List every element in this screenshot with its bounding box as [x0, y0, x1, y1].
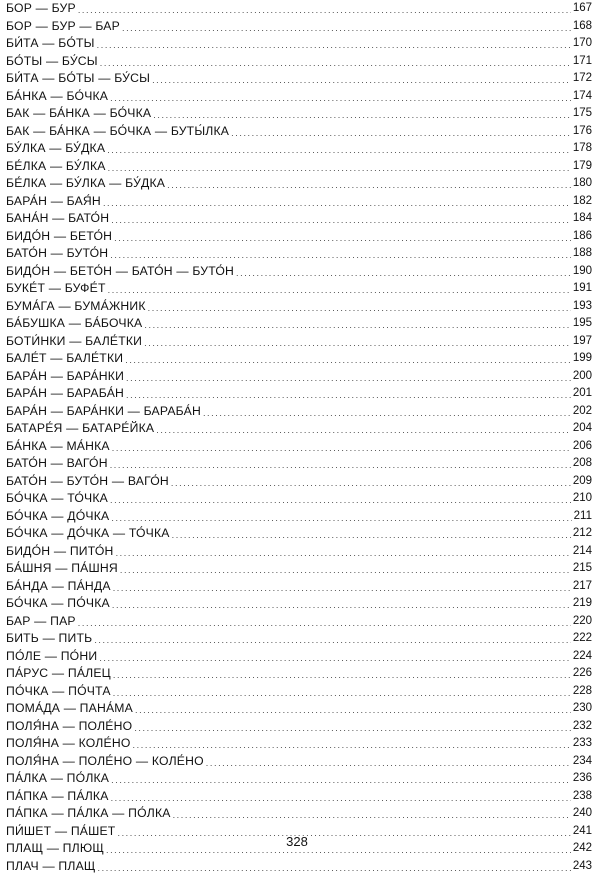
toc-entry-title: БАР — ПАР — [6, 613, 78, 631]
dot-leader — [111, 770, 571, 788]
toc-entry-page: 214 — [571, 543, 592, 561]
toc-entry — [6, 595, 592, 613]
dot-leader — [172, 525, 571, 543]
toc-entry — [6, 473, 592, 491]
toc-entry-title: ПОЛЯ́НА — КОЛЕ́НО — [6, 735, 133, 753]
dot-leader — [110, 88, 571, 106]
toc-entry-title: БОР — БУР — БАР — [6, 18, 122, 36]
toc-entry-page: 232 — [571, 718, 592, 736]
toc-entry-page: 234 — [571, 753, 592, 771]
toc-entry — [6, 350, 592, 368]
toc-entry — [6, 403, 592, 421]
toc-entry-page: 178 — [571, 140, 592, 158]
toc-entry — [6, 683, 592, 701]
toc-entry-page: 212 — [571, 525, 592, 543]
toc-entry — [6, 560, 592, 578]
dot-leader — [111, 508, 571, 526]
toc-entry-title: ПОМА́ДА — ПАНА́МА — [6, 700, 135, 718]
toc-entry — [6, 648, 592, 666]
toc-entry — [6, 105, 592, 123]
dot-leader — [171, 473, 571, 491]
toc-entry — [6, 455, 592, 473]
toc-entry-page: 180 — [571, 175, 592, 193]
toc-entry-page: 193 — [571, 298, 592, 316]
toc-entry-page: 172 — [571, 70, 592, 88]
dot-leader — [110, 490, 571, 508]
dot-leader — [111, 210, 571, 228]
toc-entry-title: БАРА́Н — БАРА́НКИ — [6, 368, 126, 386]
toc-entry — [6, 0, 592, 18]
toc-entry-page: 228 — [571, 683, 592, 701]
dot-leader — [135, 700, 571, 718]
toc-entry-title: ПА́РУС — ПА́ЛЕЦ — [6, 665, 113, 683]
dot-leader — [110, 245, 571, 263]
dot-leader — [206, 753, 571, 771]
dot-leader — [148, 298, 571, 316]
dot-leader — [100, 53, 571, 71]
dot-leader — [78, 613, 571, 631]
toc-entry — [6, 245, 592, 263]
toc-entry-title: БАРА́Н — БАРАБА́Н — [6, 385, 126, 403]
toc-entry — [6, 280, 592, 298]
toc-entry-title: БЕ́ЛКА — БУ́ЛКА — [6, 158, 108, 176]
toc-entry-page: 175 — [571, 105, 592, 123]
toc-entry — [6, 858, 592, 875]
toc-entry — [6, 630, 592, 648]
toc-entry — [6, 368, 592, 386]
toc-entry — [6, 420, 592, 438]
toc-entry-page: 204 — [571, 420, 592, 438]
toc-entry — [6, 508, 592, 526]
toc-entry — [6, 228, 592, 246]
page-number: 328 — [0, 834, 594, 849]
toc-entry-title: БО́ЧКА — ДО́ЧКА — [6, 508, 111, 526]
toc-entry-page: 179 — [571, 158, 592, 176]
toc-entry-page: 233 — [571, 735, 592, 753]
toc-entry-title: ПОЛЯ́НА — ПОЛЕ́НО — КОЛЕ́НО — [6, 753, 206, 771]
dot-leader — [108, 280, 571, 298]
toc-entry-page: 176 — [571, 123, 592, 141]
dot-leader — [112, 595, 571, 613]
toc-entry-page: 238 — [571, 788, 592, 806]
dot-leader — [122, 18, 571, 36]
dot-leader — [107, 140, 571, 158]
toc-entry-title: БАТО́Н — ВАГО́Н — [6, 455, 110, 473]
toc-entry-title: БА́НКА — МА́НКА — [6, 438, 112, 456]
toc-entry-title: БИТЬ — ПИТЬ — [6, 630, 94, 648]
toc-entry-page: 200 — [571, 368, 592, 386]
toc-entry-page: 209 — [571, 473, 592, 491]
toc-entry — [6, 298, 592, 316]
toc-entry — [6, 805, 592, 823]
toc-entry-title: БУКЕ́Т — БУФЕ́Т — [6, 280, 108, 298]
toc-entry-title: БАРА́Н — БАЯ́Н — [6, 193, 103, 211]
toc-entry — [6, 613, 592, 631]
toc-entry-page: 188 — [571, 245, 592, 263]
dot-leader — [156, 420, 571, 438]
toc-entry-title: БА́ШНЯ — ПА́ШНЯ — [6, 560, 120, 578]
dot-leader — [98, 858, 571, 875]
table-of-contents — [6, 0, 592, 875]
toc-entry-page: 242 — [571, 840, 592, 858]
toc-entry-title: БИ́ТА — БО́ТЫ — БУ́СЫ — [6, 70, 152, 88]
dot-leader — [153, 105, 571, 123]
toc-entry — [6, 315, 592, 333]
toc-entry-page: 220 — [571, 613, 592, 631]
toc-entry-page: 199 — [571, 350, 592, 368]
toc-entry — [6, 438, 592, 456]
toc-entry-title: БА́НКА — БО́ЧКА — [6, 88, 110, 106]
toc-entry — [6, 193, 592, 211]
toc-entry-page: 195 — [571, 315, 592, 333]
toc-entry — [6, 210, 592, 228]
toc-entry-title: ПА́ПКА — ПА́ЛКА — ПО́ЛКА — [6, 805, 173, 823]
toc-entry-page: 211 — [572, 508, 592, 526]
toc-entry-title: БИДО́Н — ПИТО́Н — [6, 543, 116, 561]
toc-entry-title: БАНА́Н — БАТО́Н — [6, 210, 111, 228]
dot-leader — [203, 403, 571, 421]
toc-entry-title: БЕ́ЛКА — БУ́ЛКА — БУ́ДКА — [6, 175, 167, 193]
toc-entry-title: ПА́ПКА — ПА́ЛКА — [6, 788, 111, 806]
toc-entry — [6, 88, 592, 106]
toc-entry-title: БАЛЕ́Т — БАЛЕ́ТКИ — [6, 350, 125, 368]
dot-leader — [116, 543, 571, 561]
toc-entry — [6, 158, 592, 176]
toc-entry-title: БО́ЧКА — ПО́ЧКА — [6, 595, 112, 613]
toc-entry-title: ПИ́ШЕТ — ПА́ШЕТ — [6, 823, 117, 841]
toc-entry-page: 191 — [571, 280, 592, 298]
dot-leader — [113, 665, 571, 683]
toc-entry — [6, 140, 592, 158]
dot-leader — [167, 175, 571, 193]
toc-entry-title: ПО́ЛЕ — ПО́НИ — [6, 648, 99, 666]
dot-leader — [173, 805, 571, 823]
toc-entry-title: БА́НДА — ПА́НДА — [6, 578, 113, 596]
toc-entry — [6, 385, 592, 403]
toc-entry — [6, 333, 592, 351]
toc-entry — [6, 525, 592, 543]
dot-leader — [99, 648, 570, 666]
toc-entry-title: БО́ЧКА — ТО́ЧКА — [6, 490, 110, 508]
toc-entry-page: 219 — [571, 595, 592, 613]
toc-entry-page: 206 — [571, 438, 592, 456]
toc-entry-title: БАТО́Н — БУТО́Н — ВАГО́Н — [6, 473, 171, 491]
toc-entry — [6, 718, 592, 736]
toc-entry — [6, 735, 592, 753]
toc-entry-title: БИДО́Н — БЕТО́Н — [6, 228, 114, 246]
dot-leader — [126, 368, 571, 386]
toc-entry-title: БОР — БУР — [6, 0, 78, 18]
dot-leader — [78, 0, 571, 18]
toc-entry-title: БИДО́Н — БЕТО́Н — БАТО́Н — БУТО́Н — [6, 263, 236, 281]
toc-entry-page: 186 — [571, 228, 592, 246]
toc-entry — [6, 543, 592, 561]
toc-entry-title: БА́БУШКА — БА́БОЧКА — [6, 315, 144, 333]
toc-entry-page: 243 — [571, 858, 592, 875]
dot-leader — [120, 560, 571, 578]
toc-entry-page: 197 — [571, 333, 592, 351]
toc-entry-page: 190 — [571, 263, 592, 281]
toc-entry — [6, 70, 592, 88]
dot-leader — [152, 70, 571, 88]
toc-entry-title: БУ́ЛКА — БУ́ДКА — [6, 140, 107, 158]
toc-entry-title: БУМА́ГА — БУМА́ЖНИК — [6, 298, 148, 316]
dot-leader — [144, 315, 570, 333]
dot-leader — [114, 228, 571, 246]
dot-leader — [125, 350, 571, 368]
dot-leader — [231, 123, 571, 141]
toc-entry-title: ПЛАЩ — ПЛЮЩ — [6, 840, 106, 858]
toc-entry-page: 174 — [571, 88, 592, 106]
dot-leader — [108, 158, 571, 176]
toc-entry-title: БАТАРЕ́Я — БАТАРЕ́ЙКА — [6, 420, 156, 438]
toc-entry-title: БО́ТЫ — БУ́СЫ — [6, 53, 100, 71]
toc-entry — [6, 123, 592, 141]
toc-entry-page: 208 — [571, 455, 592, 473]
toc-entry-page: 222 — [571, 630, 592, 648]
toc-entry — [6, 263, 592, 281]
toc-entry-page: 230 — [571, 700, 592, 718]
toc-entry-title: БАК — БА́НКА — БО́ЧКА — БУТЫ́ЛКА — [6, 123, 231, 141]
dot-leader — [103, 193, 571, 211]
toc-entry-title: ПА́ЛКА — ПО́ЛКА — [6, 770, 111, 788]
dot-leader — [94, 630, 570, 648]
toc-entry-page: 241 — [571, 823, 592, 841]
toc-entry-title: ПЛАЧ — ПЛАЩ — [6, 858, 98, 875]
toc-entry-page: 210 — [571, 490, 592, 508]
toc-entry — [6, 53, 592, 71]
toc-entry-title: БАРА́Н — БАРА́НКИ — БАРАБА́Н — [6, 403, 203, 421]
toc-entry-title: БАТО́Н — БУТО́Н — [6, 245, 110, 263]
toc-entry-title: БО́ЧКА — ДО́ЧКА — ТО́ЧКА — [6, 525, 172, 543]
dot-leader — [113, 578, 571, 596]
toc-entry-page: 170 — [571, 35, 592, 53]
toc-entry-page: 215 — [571, 560, 592, 578]
dot-leader — [144, 333, 571, 351]
toc-entry-title: БАК — БА́НКА — БО́ЧКА — [6, 105, 153, 123]
toc-entry-page: 236 — [571, 770, 592, 788]
toc-entry-title: БИ́ТА — БО́ТЫ — [6, 35, 97, 53]
dot-leader — [111, 788, 571, 806]
toc-entry — [6, 700, 592, 718]
toc-entry — [6, 788, 592, 806]
toc-entry-page: 217 — [571, 578, 592, 596]
toc-entry — [6, 578, 592, 596]
toc-entry-page: 168 — [571, 18, 592, 36]
toc-entry — [6, 35, 592, 53]
dot-leader — [110, 455, 571, 473]
toc-entry — [6, 770, 592, 788]
toc-entry-page: 240 — [571, 805, 592, 823]
toc-entry — [6, 753, 592, 771]
dot-leader — [113, 683, 571, 701]
toc-entry-page: 226 — [571, 665, 592, 683]
toc-entry-title: ПОЛЯ́НА — ПОЛЕ́НО — [6, 718, 134, 736]
toc-entry — [6, 490, 592, 508]
toc-entry-title: БОТИ́НКИ — БАЛЕ́ТКИ — [6, 333, 144, 351]
toc-entry — [6, 18, 592, 36]
dot-leader — [126, 385, 571, 403]
toc-entry — [6, 665, 592, 683]
toc-entry-page: 167 — [571, 0, 592, 18]
dot-leader — [133, 735, 571, 753]
toc-entry-page: 224 — [571, 648, 592, 666]
toc-entry-page: 201 — [571, 385, 592, 403]
toc-entry-title: ПО́ЧКА — ПО́ЧТА — [6, 683, 113, 701]
dot-leader — [236, 263, 571, 281]
toc-entry-page: 182 — [571, 193, 592, 211]
dot-leader — [97, 35, 571, 53]
toc-entry-page: 184 — [571, 210, 592, 228]
dot-leader — [134, 718, 571, 736]
toc-entry-page: 171 — [571, 53, 592, 71]
toc-entry — [6, 175, 592, 193]
dot-leader — [112, 438, 571, 456]
toc-entry-page: 202 — [571, 403, 592, 421]
